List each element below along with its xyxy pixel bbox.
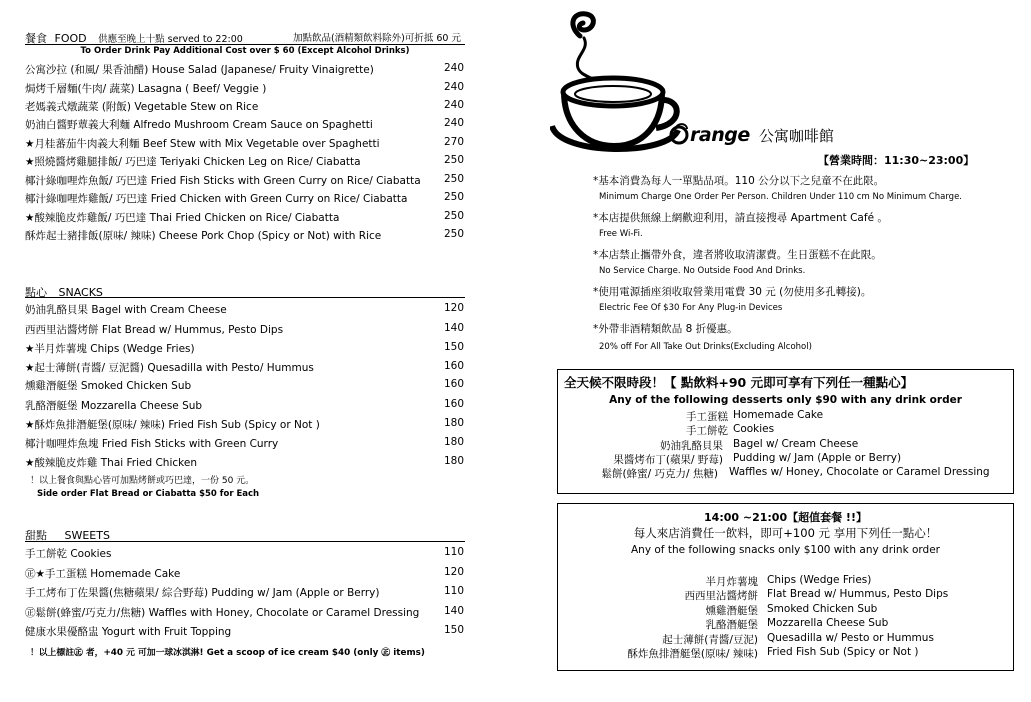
snacks-title-zh: 點心 <box>25 286 47 299</box>
snack-deal-item-zh: 西西里沾醬烤餅 <box>684 590 758 602</box>
snack-item <box>25 417 465 435</box>
dessert-deal-title: 全天候不限時段！【 點飲料+90 元即可享有下列任一種點心】 <box>564 375 914 390</box>
snack-deal-item <box>558 646 1013 660</box>
food-item-name: 椰汁綠咖哩炸雞飯/ 巧巴達 Fried Chicken with Green Curry on Rice/ Ciabatta <box>25 193 408 205</box>
sweet-item-name: ㊣★手工蛋糕 Homemade Cake <box>25 568 181 580</box>
dessert-deal-item-zh: 鬆餅(蜂蜜/ 巧克力/ 焦糖) <box>601 468 718 480</box>
snack-item-price: 160 <box>443 398 464 410</box>
dessert-deal-item <box>558 466 1013 480</box>
food-item-name: 椰汁綠咖哩炸魚飯/ 巧巴達 Fried Fish Sticks with Green Curry on Rice/ Ciabatta <box>25 175 421 187</box>
rule-en: No Service Charge. No Outside Food And Drinks. <box>599 266 806 276</box>
food-item-price: 250 <box>443 154 464 166</box>
snack-deal-item-zh: 半月炸薯塊 <box>705 576 758 588</box>
sweets-title-zh: 甜點 <box>25 529 47 542</box>
snack-item-price: 180 <box>443 455 464 467</box>
dessert-deal-item <box>558 438 1013 452</box>
food-item <box>25 191 465 209</box>
sweet-item <box>25 585 465 603</box>
food-title-en: FOOD <box>54 32 87 45</box>
food-item <box>25 136 465 154</box>
snack-deal-line-zh: 每人來店消費任一飲料，即可+100 元 享用下列任一點心！ <box>633 526 938 540</box>
rule-en: Minimum Charge One Order Per Person. Children Under 110 cm No Minimum Charge. <box>599 192 963 202</box>
sweet-item-price: 110 <box>443 585 464 597</box>
sweet-item <box>25 624 465 642</box>
food-item-name: 公寓沙拉 (和風/ 果香油醋) House Salad (Japanese/ Fruity Vinaigrette) <box>25 64 374 76</box>
food-item-name: 老媽義式燉蔬菜 (附飯) Vegetable Stew on Rice <box>25 101 259 113</box>
snack-item-name: 乳酪潛艇堡 Mozzarella Cheese Sub <box>25 400 203 412</box>
food-hours: 供應至晚上十點 served to 22:00 <box>98 34 243 45</box>
snack-item-price: 160 <box>443 360 464 372</box>
snack-item <box>25 378 465 396</box>
snack-deal-item <box>558 632 1013 646</box>
sweets-title-en: SWEETS <box>64 529 110 542</box>
snack-item <box>25 360 465 378</box>
snack-deal-item <box>558 603 1013 617</box>
sweet-item-price: 150 <box>443 624 464 636</box>
business-hours: 【營業時間：11:30~23:00】 <box>818 154 975 167</box>
snack-item <box>25 302 465 320</box>
food-drink-offer-en: To Order Drink Pay Additional Cost over $ 60 (Except Alcohol Drinks) <box>80 46 410 56</box>
food-item-price: 240 <box>443 117 464 129</box>
food-item-price: 270 <box>443 136 464 148</box>
food-item-price: 250 <box>443 173 464 185</box>
food-item <box>25 173 465 191</box>
snack-item-price: 160 <box>443 378 464 390</box>
snack-deal-item <box>558 617 1013 631</box>
sweet-item-price: 110 <box>443 546 464 558</box>
food-item <box>25 154 465 172</box>
sweet-item-name: 手工餅乾 Cookies <box>25 548 112 560</box>
sweet-item-name: 手工烤布丁佐果醬(焦糖蘋果/ 綜合野莓) Pudding w/ Jam (Apple or Berry) <box>25 587 380 599</box>
food-item-price: 250 <box>443 191 464 203</box>
dessert-deal-item <box>558 452 1013 466</box>
sweet-item-name: 健康水果優酪盅 Yogurt with Fruit Topping <box>25 626 232 638</box>
dessert-deal-item-zh: 手工餅乾 <box>686 425 728 437</box>
dessert-deal-item-en: Bagel w/ Cream Cheese <box>733 438 859 450</box>
dessert-deal-item-en: Cookies <box>733 423 775 435</box>
sweets-header-rule <box>25 541 465 542</box>
snacks-title-en: SNACKS <box>58 286 103 299</box>
food-item-name: 酥炸起士豬排飯(原味/ 辣味) Cheese Pork Chop (Spicy or Not) with Rice <box>25 230 382 242</box>
food-item <box>25 62 465 80</box>
snack-item-name: 西西里沾醬烤餅 Flat Bread w/ Hummus, Pesto Dips <box>25 324 284 336</box>
snack-deal-item-en: Smoked Chicken Sub <box>767 603 878 615</box>
snack-deal-item-en: Fried Fish Sub (Spicy or Not ) <box>767 646 919 658</box>
snack-item <box>25 341 465 359</box>
dessert-deal-item-en: Pudding w/ Jam (Apple or Berry) <box>733 452 902 464</box>
snack-item <box>25 436 465 454</box>
snack-deal-item-zh: 乳酪潛艇堡 <box>705 619 758 631</box>
rule-en: Electric Fee Of $30 For Any Plug-in Devices <box>599 303 783 313</box>
food-item-price: 250 <box>443 228 464 240</box>
brand-name-zh: 公寓咖啡館 <box>758 127 834 145</box>
dessert-deal-box <box>557 369 1014 494</box>
snack-item-name: ★起士薄餅(青醬/ 豆泥醬) Quesadilla with Pesto/ Hummus <box>25 362 314 374</box>
sweets-note: ！以上標註㊣ 者，+40 元 可加一球冰淇淋! Get a scoop of ice cream $40 (only ㊣ items) <box>30 648 425 658</box>
snack-deal-box <box>557 503 1014 671</box>
sweet-item-price: 140 <box>443 605 464 617</box>
snack-deal-item-en: Mozzarella Cheese Sub <box>767 617 889 629</box>
food-header-rule <box>25 44 465 45</box>
food-item-price: 240 <box>443 99 464 111</box>
food-item-name: ★照燒醬烤雞腿排飯/ 巧巴達 Teriyaki Chicken Leg on Rice/ Ciabatta <box>25 156 361 168</box>
food-item <box>25 99 465 117</box>
snack-deal-item-zh: 起士薄餅(青醬/豆泥) <box>662 634 758 646</box>
dessert-deal-item-en: Waffles w/ Honey, Chocolate or Caramel Dressing <box>729 466 990 478</box>
snack-deal-item-en: Quesadilla w/ Pesto or Hummus <box>767 632 934 644</box>
rule-zh: *外帶非酒精類飲品 8 折優惠。 <box>593 323 738 335</box>
snack-item-price: 150 <box>443 341 464 353</box>
food-title-zh: 餐食 <box>25 32 47 45</box>
snack-item-name: ★酥炸魚排潛艇堡(原味/ 辣味) Fried Fish Sub (Spicy or Not ) <box>25 419 320 431</box>
food-item-price: 240 <box>443 62 464 74</box>
rule-zh: *本店提供無線上網歡迎利用，請直接搜尋 Apartment Café 。 <box>593 212 888 224</box>
snack-deal-item <box>558 574 1013 588</box>
snack-deal-title: 14:00 ~21:00【超值套餐 !!】 <box>704 511 867 524</box>
snacks-note-zh: ！以上餐食與點心皆可加點烤餅或巧巴達，一份 50 元。 <box>30 476 255 486</box>
snack-deal-item <box>558 588 1013 602</box>
snack-deal-item-zh: 燻雞潛艇堡 <box>705 605 758 617</box>
food-item-price: 250 <box>443 210 464 222</box>
snack-item-price: 180 <box>443 436 464 448</box>
snack-item-price: 120 <box>443 302 464 314</box>
snack-item <box>25 455 465 473</box>
snack-item-name: ★半月炸薯塊 Chips (Wedge Fries) <box>25 343 195 355</box>
snack-item-price: 180 <box>443 417 464 429</box>
rule-zh: *使用電源插座須收取營業用電費 30 元 (勿使用多孔轉接)。 <box>593 286 872 298</box>
sweet-item <box>25 605 465 623</box>
food-item-name: 焗烤千層麵(牛肉/ 蔬菜) Lasagna ( Beef/ Veggie ) <box>25 83 267 95</box>
snack-item <box>25 322 465 340</box>
sweet-item <box>25 546 465 564</box>
sweet-item-price: 120 <box>443 566 464 578</box>
brand-logo-text: range <box>690 124 750 146</box>
dessert-deal-item-zh: 奶油乳酪貝果 <box>660 440 723 452</box>
snack-item-name: 椰汁咖哩炸魚塊 Fried Fish Sticks with Green Curry <box>25 438 279 450</box>
food-item <box>25 228 465 246</box>
dessert-deal-item <box>558 423 1013 437</box>
dessert-deal-item-zh: 手工蛋糕 <box>686 411 728 423</box>
dessert-deal-item <box>558 409 1013 423</box>
dessert-deal-item-zh: 果醬烤布丁(蘋果/ 野莓) <box>613 454 723 466</box>
snack-deal-item-zh: 酥炸魚排潛艇堡(原味/ 辣味) <box>627 648 758 660</box>
snacks-note-en: Side order Flat Bread or Ciabatta $50 for Each <box>37 489 260 499</box>
rule-en: 20% off For All Take Out Drinks(Excluding Alcohol) <box>599 342 812 352</box>
food-item-name: ★酸辣脆皮炸雞飯/ 巧巴達 Thai Fried Chicken on Rice/ Ciabatta <box>25 212 340 224</box>
snack-item-price: 140 <box>443 322 464 334</box>
snack-deal-item-en: Flat Bread w/ Hummus, Pesto Dips <box>767 588 949 600</box>
food-drink-offer: 加點飲品(酒精類飲料除外)可折抵 60 元 <box>292 33 461 44</box>
dessert-deal-item-en: Homemade Cake <box>733 409 824 421</box>
food-item <box>25 210 465 228</box>
snack-item-name: 燻雞潛艇堡 Smoked Chicken Sub <box>25 380 192 392</box>
food-item <box>25 117 465 135</box>
brand-name <box>668 123 834 146</box>
rule-en: Free Wi-Fi. <box>599 229 643 239</box>
food-item-price: 240 <box>443 81 464 93</box>
snack-deal-line-en: Any of the following snacks only $100 with any drink order <box>630 544 940 556</box>
sweet-item <box>25 566 465 584</box>
food-item <box>25 81 465 99</box>
snack-item <box>25 398 465 416</box>
orange-o-icon <box>668 123 690 145</box>
snacks-header-rule <box>25 297 465 298</box>
food-item-name: ★月桂蕃茄牛肉義大利麵 Beef Stew with Mix Vegetable over Spaghetti <box>25 138 380 150</box>
food-item-name: 奶油白醬野蕈義大利麵 Alfredo Mushroom Cream Sauce on Spaghetti <box>25 119 373 131</box>
dessert-deal-subtitle: Any of the following desserts only $90 with any drink order <box>609 394 962 406</box>
rule-zh: *基本消費為每人一單點品項。110 公分以下之兒童不在此限。 <box>593 175 885 187</box>
sweet-item-name: ㊣鬆餅(蜂蜜/巧克力/焦糖) Waffles with Honey, Chocolate or Caramel Dressing <box>25 607 420 619</box>
rule-zh: *本店禁止攜帶外食，違者將收取清潔費。生日蛋糕不在此限。 <box>593 249 882 261</box>
snack-deal-item-en: Chips (Wedge Fries) <box>767 574 872 586</box>
snack-item-name: 奶油乳酪貝果 Bagel with Cream Cheese <box>25 304 227 316</box>
snack-item-name: ★酸辣脆皮炸雞 Thai Fried Chicken <box>25 457 197 469</box>
